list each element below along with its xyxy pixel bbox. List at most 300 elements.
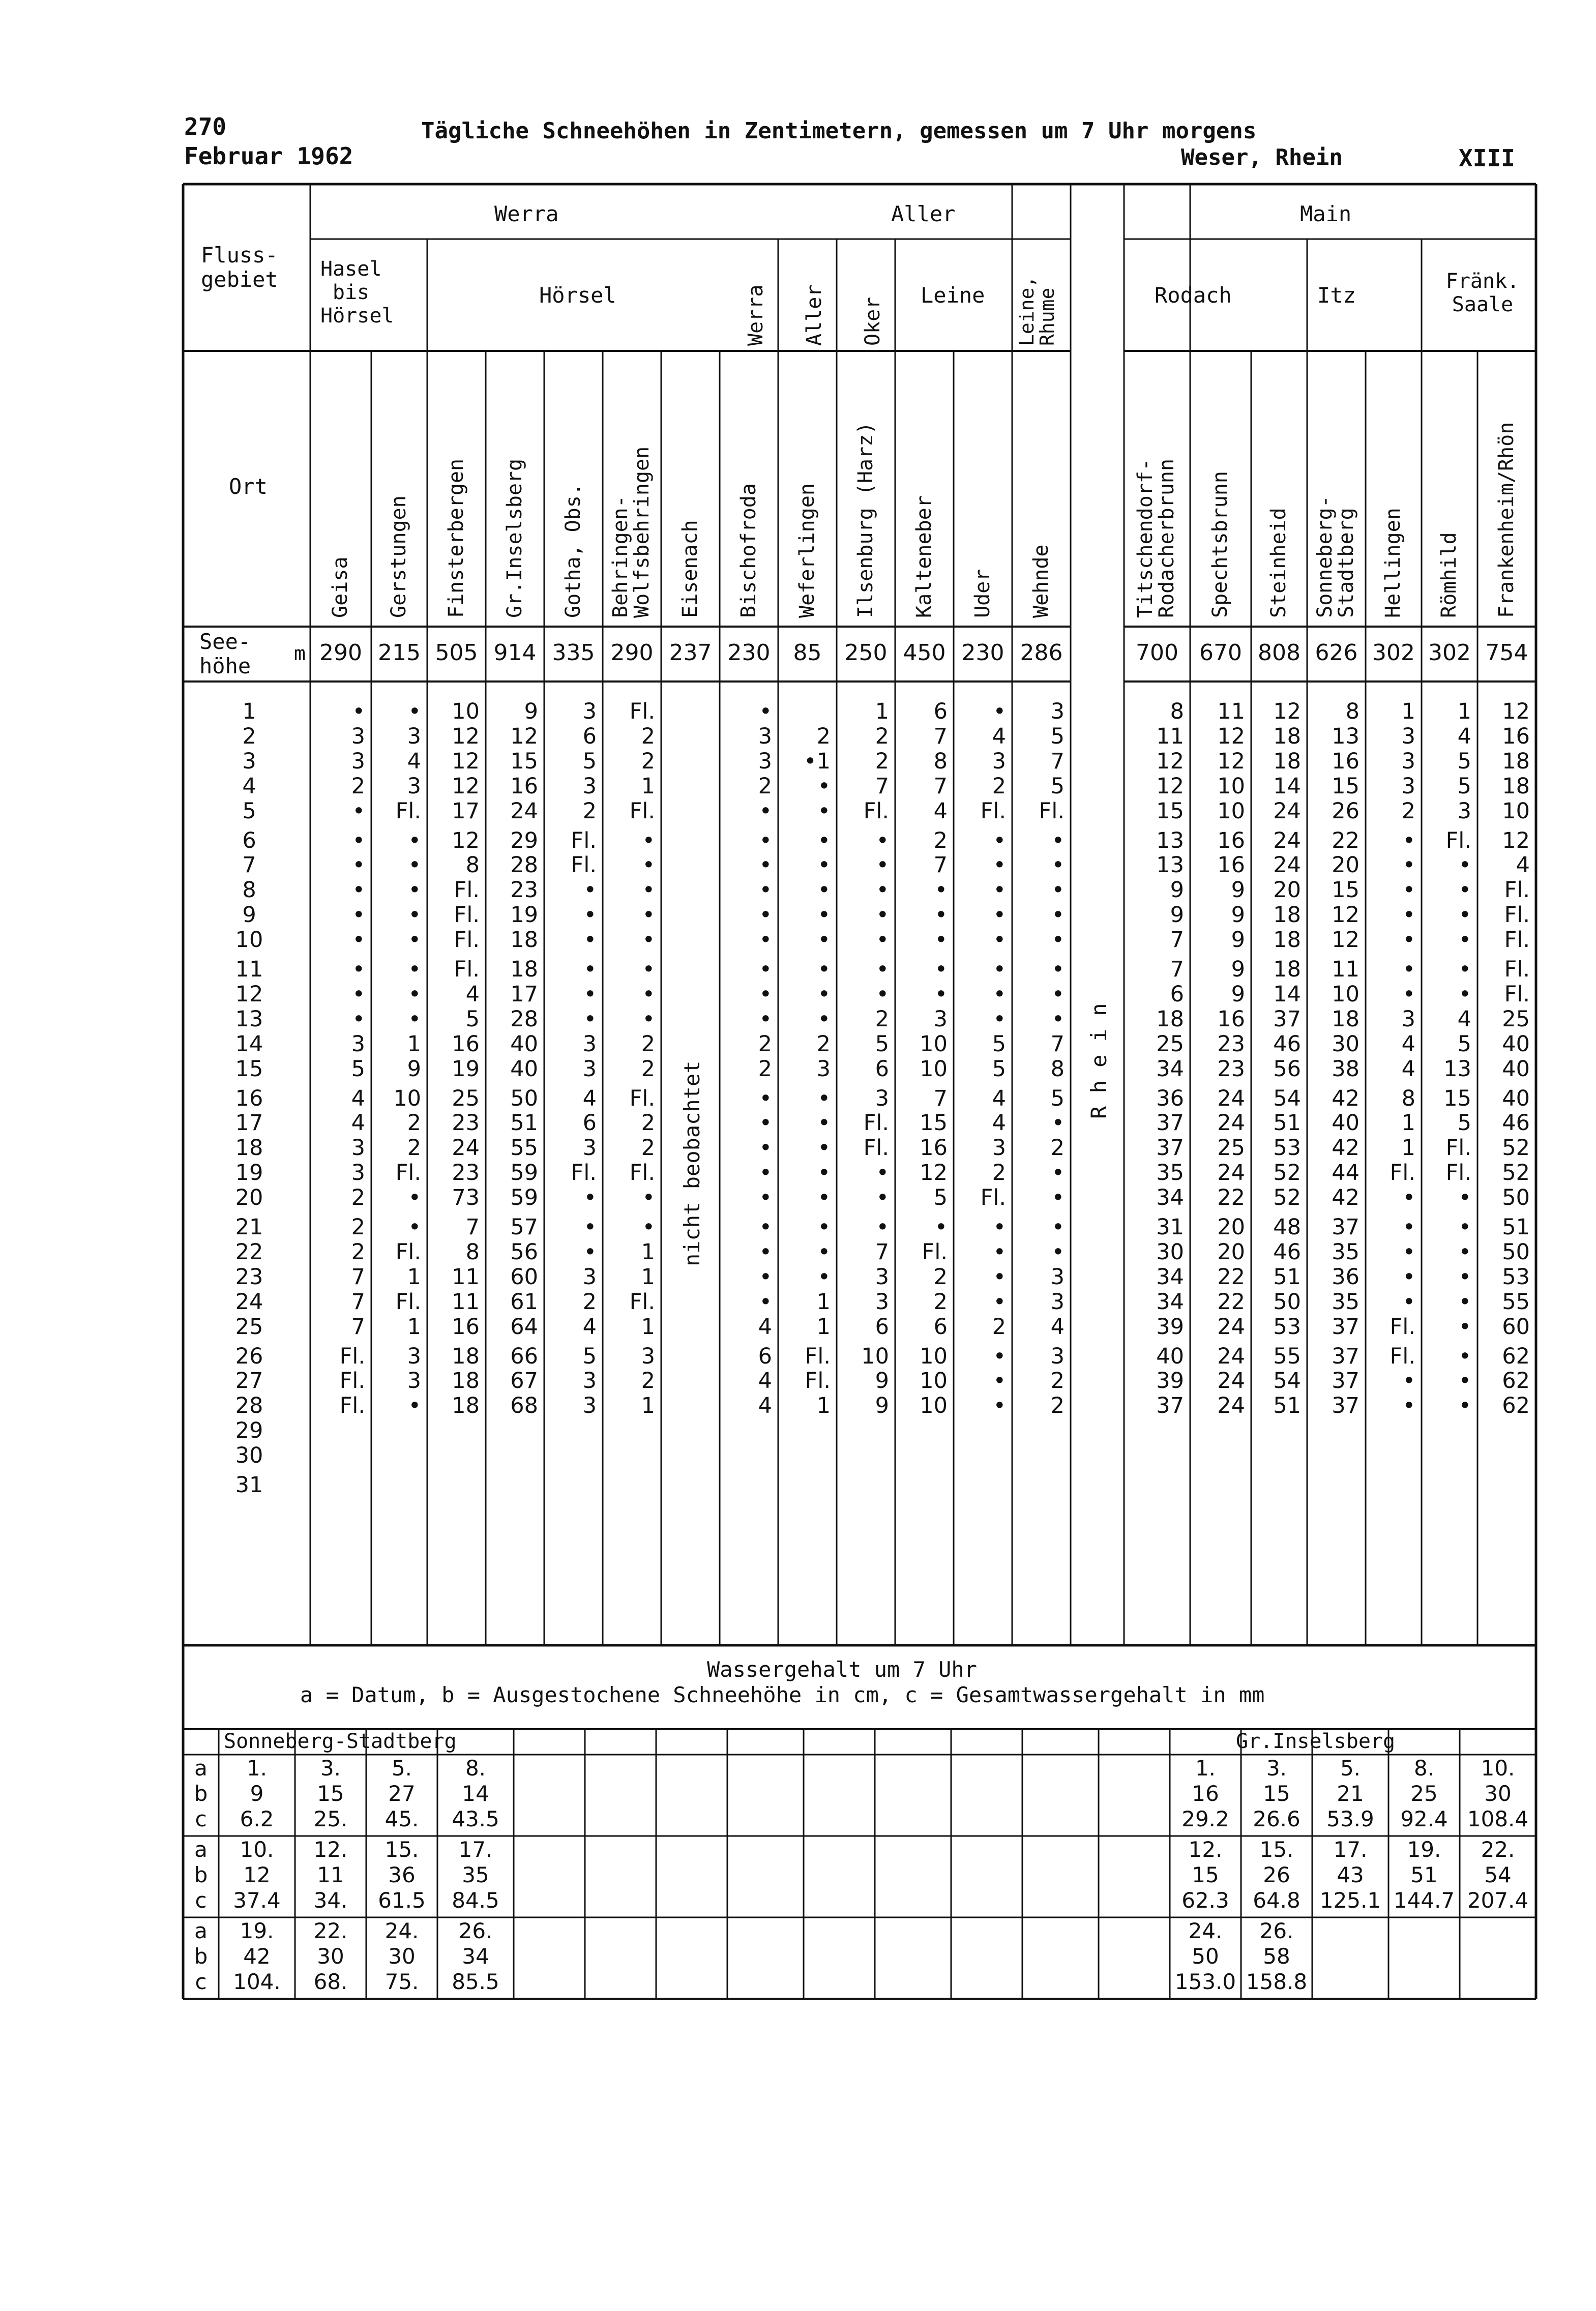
cell: 25 (1156, 1031, 1184, 1057)
day-19: 19 (235, 1160, 263, 1186)
day-15: 15 (235, 1056, 263, 1082)
cell: 7 (465, 1214, 480, 1240)
right-value: 25 (1410, 1781, 1438, 1806)
cell: 12 (1217, 748, 1245, 774)
cell: • (1458, 1214, 1471, 1240)
cell: • (876, 981, 889, 1007)
cell: 40 (510, 1031, 538, 1057)
cell: 3 (1050, 1289, 1065, 1315)
cell: 3 (582, 1393, 597, 1419)
cell: Fl. (863, 1110, 889, 1136)
cell: 3 (351, 748, 365, 774)
left-value: 17. (458, 1837, 493, 1862)
cell: • (993, 1289, 1006, 1315)
elevation-2: 505 (435, 640, 478, 666)
cell: • (1402, 927, 1415, 953)
left-value: 35 (462, 1862, 489, 1887)
elevation-11: 230 (961, 640, 1004, 666)
cell: 46 (1273, 1239, 1301, 1265)
cell: 2 (1401, 798, 1415, 824)
cell: • (642, 877, 655, 903)
cell: 8 (465, 852, 480, 878)
cell: 18 (452, 1368, 480, 1394)
cell: • (817, 957, 831, 982)
cell: 18 (1273, 748, 1301, 774)
cell: 10 (920, 1031, 948, 1057)
cell: • (759, 1135, 772, 1161)
cell: 38 (1332, 1056, 1359, 1082)
cell: 42 (1332, 1185, 1359, 1211)
cell: 66 (510, 1343, 538, 1369)
cell: 16 (1217, 1006, 1245, 1032)
cell: 24 (1273, 852, 1301, 878)
left-value: 68. (313, 1969, 348, 1994)
cell: 16 (452, 1314, 480, 1340)
cell: 2 (407, 1135, 421, 1161)
cell: 7 (875, 1239, 889, 1265)
elevation-5: 290 (610, 640, 654, 666)
cell: • (1402, 957, 1415, 982)
cell: • (993, 957, 1006, 982)
cell: 2 (875, 723, 889, 749)
cell: 3 (1401, 723, 1415, 749)
cell: 20 (1273, 877, 1301, 903)
day-11: 11 (235, 957, 263, 982)
cell: • (408, 1185, 421, 1211)
elevation-3: 914 (493, 640, 537, 666)
cell: • (817, 1135, 831, 1161)
cell: 18 (510, 927, 538, 953)
elevation-15: 808 (1258, 640, 1301, 666)
cell: • (817, 1110, 831, 1136)
cell: Fl. (1504, 927, 1530, 953)
cell: 2 (992, 773, 1006, 799)
cell: • (352, 798, 365, 824)
cell: 55 (1273, 1343, 1301, 1369)
left-value: 15 (317, 1781, 344, 1806)
cell: 15 (1443, 1085, 1471, 1111)
cell: 24 (1217, 1343, 1245, 1369)
row-label-a: a (194, 1837, 208, 1862)
cell: 3 (351, 1160, 365, 1186)
cell: 7 (351, 1289, 365, 1315)
station-16: Sonneberg- Stadtberg (1313, 495, 1358, 618)
cell: 73 (452, 1185, 480, 1211)
cell: • (1458, 1314, 1471, 1340)
cell: 18 (1332, 1006, 1359, 1032)
left-value: 36 (388, 1862, 416, 1887)
cell: Fl. (629, 699, 655, 724)
station-2: Finsterbergen (444, 458, 468, 618)
left-value: 25. (313, 1806, 348, 1831)
day-10: 10 (235, 927, 263, 953)
page-number: 270 (184, 113, 227, 140)
cell: 10 (920, 1056, 948, 1082)
header-ort: Ort (229, 474, 268, 499)
cell: 28 (510, 1006, 538, 1032)
cell: 55 (510, 1135, 538, 1161)
cell: 4 (351, 1110, 365, 1136)
station-17: Hellingen (1381, 508, 1405, 618)
cell: 24 (1217, 1160, 1245, 1186)
cell: 24 (1217, 1110, 1245, 1136)
cell: 7 (933, 1085, 948, 1111)
cell: 59 (510, 1185, 538, 1211)
cell: Fl. (395, 798, 421, 824)
cell: 6 (933, 699, 948, 724)
cell: 16 (1332, 748, 1359, 774)
elevation-10: 450 (903, 640, 946, 666)
cell: 6 (875, 1314, 889, 1340)
cell: Fl. (1504, 902, 1530, 928)
cell: • (352, 699, 365, 724)
cell: 18 (1273, 723, 1301, 749)
cell: 1 (875, 699, 889, 724)
cell: • (583, 1006, 597, 1032)
cell: Fl. (805, 1343, 831, 1369)
cell: 3 (582, 1135, 597, 1161)
cell: 12 (1332, 927, 1359, 953)
cell: 12 (1273, 699, 1301, 724)
left-value: 75. (385, 1969, 419, 1994)
cell: 24 (452, 1135, 480, 1161)
right-value: 5. (1340, 1756, 1361, 1781)
cell: • (1051, 1006, 1065, 1032)
cell: 52 (1273, 1185, 1301, 1211)
cell: 4 (1457, 1006, 1471, 1032)
cell: 5 (1050, 773, 1065, 799)
cell: 2 (641, 1135, 655, 1161)
cell: 4 (992, 1110, 1006, 1136)
station-3: Gr.Inselsberg (503, 458, 526, 618)
cell: 2 (992, 1314, 1006, 1340)
cell: • (1458, 1393, 1471, 1419)
cell: 3 (641, 1343, 655, 1369)
cell: 2 (351, 773, 365, 799)
cell: 3 (407, 1343, 421, 1369)
cell: 53 (1273, 1314, 1301, 1340)
cell: 9 (1170, 902, 1184, 928)
cell: 50 (510, 1085, 538, 1111)
cell: • (1051, 1110, 1065, 1136)
cell: Fl. (980, 1185, 1006, 1211)
cell: • (817, 877, 831, 903)
cell: • (817, 902, 831, 928)
cell: • (993, 827, 1006, 853)
cell: • (642, 981, 655, 1007)
cell: Fl. (1504, 877, 1530, 903)
cell: • (1402, 902, 1415, 928)
cell: 37 (1332, 1314, 1359, 1340)
cell: 3 (407, 723, 421, 749)
cell: • (1051, 1160, 1065, 1186)
left-station: Sonneberg-Stadtberg (224, 1730, 457, 1753)
right-value: 108.4 (1467, 1806, 1529, 1831)
station-8: Weferlingen (795, 483, 819, 618)
cell: 7 (875, 773, 889, 799)
cell: • (352, 1006, 365, 1032)
cell: 1 (1401, 1110, 1415, 1136)
cell: • (408, 1393, 421, 1419)
day-24: 24 (235, 1289, 263, 1315)
cell: 13 (1156, 852, 1184, 878)
cell: • (583, 927, 597, 953)
rhein-label: R h e i n (1086, 1003, 1111, 1119)
cell: 35 (1332, 1289, 1359, 1315)
day-23: 23 (235, 1264, 263, 1290)
cell: • (1458, 1185, 1471, 1211)
cell: • (1051, 957, 1065, 982)
left-value: 34. (313, 1888, 348, 1913)
day-7: 7 (242, 852, 256, 878)
cell: 2 (992, 1160, 1006, 1186)
cell: 46 (1502, 1110, 1530, 1136)
left-value: 10. (240, 1837, 274, 1862)
cell: Fl. (805, 1368, 831, 1394)
cell: 3 (875, 1264, 889, 1290)
cell: 30 (1332, 1031, 1359, 1057)
cell: • (583, 957, 597, 982)
cell: • (876, 927, 889, 953)
cell: 9 (524, 699, 538, 724)
cell: • (993, 902, 1006, 928)
elevation-7: 230 (727, 640, 771, 666)
group-main: Main (1300, 201, 1352, 226)
water-title: Wassergehalt um 7 Uhr (707, 1657, 978, 1682)
left-value: 9 (250, 1781, 264, 1806)
cell: • (642, 957, 655, 982)
cell: 53 (1273, 1135, 1301, 1161)
cell: 36 (1156, 1085, 1184, 1111)
cell: 4 (992, 723, 1006, 749)
cell: 3 (351, 1031, 365, 1057)
cell: 16 (1217, 852, 1245, 878)
left-value: 84.5 (452, 1888, 499, 1913)
cell: 6 (758, 1343, 772, 1369)
cell: 68 (510, 1393, 538, 1419)
cell: 6 (1170, 981, 1184, 1007)
cell: 59 (510, 1160, 538, 1186)
subgroup-aller-rot: Aller (803, 284, 826, 346)
header-seehoehe-unit: m (294, 642, 306, 665)
cell: • (1051, 1239, 1065, 1265)
cell: 18 (452, 1343, 480, 1369)
cell: • (352, 852, 365, 878)
cell: 2 (758, 773, 772, 799)
right-value: 30 (1484, 1781, 1512, 1806)
elevation-0: 290 (319, 640, 362, 666)
cell: 39 (1156, 1314, 1184, 1340)
left-value: 27 (388, 1781, 416, 1806)
left-value: 1. (246, 1756, 268, 1781)
cell: 18 (452, 1393, 480, 1419)
left-value: 12 (243, 1862, 271, 1887)
cell: 2 (758, 1031, 772, 1057)
cell: 23 (510, 877, 538, 903)
cell: 62 (1502, 1393, 1530, 1419)
elevation-9: 250 (844, 640, 888, 666)
day-18: 18 (235, 1135, 263, 1161)
cell: 12 (452, 748, 480, 774)
cell: 2 (407, 1110, 421, 1136)
cell: 51 (1502, 1214, 1530, 1240)
cell: • (817, 1160, 831, 1186)
cell: 18 (1273, 957, 1301, 982)
cell: 3 (933, 1006, 948, 1032)
cell: Fl. (863, 798, 889, 824)
cell: • (876, 1214, 889, 1240)
cell: • (642, 827, 655, 853)
cell: 37 (1332, 1393, 1359, 1419)
cell: • (993, 981, 1006, 1007)
cell: 3 (992, 748, 1006, 774)
right-value: 29.2 (1181, 1806, 1229, 1831)
volume-number: XIII (1459, 144, 1515, 172)
cell: • (759, 827, 772, 853)
cell: Fl. (863, 1135, 889, 1161)
cell: • (993, 699, 1006, 724)
cell: 2 (1050, 1393, 1065, 1419)
cell: 3 (1050, 699, 1065, 724)
cell: • (759, 1110, 772, 1136)
cell: 3 (992, 1135, 1006, 1161)
cell: 6 (875, 1056, 889, 1082)
cell: • (934, 902, 948, 928)
cell: 2 (758, 1056, 772, 1082)
cell: 19 (510, 902, 538, 928)
day-17: 17 (235, 1110, 263, 1136)
cell: Fl. (1039, 798, 1065, 824)
left-value: 30 (388, 1944, 416, 1969)
cell: 12 (1156, 773, 1184, 799)
cell: Fl. (571, 1160, 597, 1186)
cell: • (934, 957, 948, 982)
cell: • (583, 1185, 597, 1211)
cell: 61 (510, 1289, 538, 1315)
elevation-19: 754 (1485, 640, 1528, 666)
day-4: 4 (242, 773, 256, 799)
cell: 18 (510, 957, 538, 982)
row-label-c: c (195, 1969, 207, 1994)
elevation-12: 286 (1020, 640, 1063, 666)
cell: 16 (1502, 723, 1530, 749)
cell: 4 (758, 1393, 772, 1419)
elevation-17: 302 (1372, 640, 1415, 666)
cell: 37 (1332, 1343, 1359, 1369)
cell: • (1402, 1289, 1415, 1315)
cell: • (817, 1264, 831, 1290)
day-14: 14 (235, 1031, 263, 1057)
cell: 2 (933, 1264, 948, 1290)
cell: 11 (452, 1264, 480, 1290)
cell: 5 (933, 1185, 948, 1211)
cell: 37 (1332, 1368, 1359, 1394)
cell: • (642, 927, 655, 953)
left-value: 5. (391, 1756, 412, 1781)
station-5: Behringen- Wolfsbehringen (608, 446, 654, 618)
cell: Fl. (395, 1289, 421, 1315)
subgroup-hoersel: Hörsel (539, 283, 616, 308)
cell: 24 (1217, 1314, 1245, 1340)
right-value: 15 (1263, 1781, 1290, 1806)
cell: • (1051, 981, 1065, 1007)
cell: 1 (641, 1239, 655, 1265)
cell: 12 (452, 723, 480, 749)
cell: 11 (452, 1289, 480, 1315)
cell: 52 (1273, 1160, 1301, 1186)
day-3: 3 (242, 748, 256, 774)
cell: • (352, 827, 365, 853)
cell: • (408, 902, 421, 928)
cell: • (759, 1160, 772, 1186)
cell: • (1458, 957, 1471, 982)
cell: • (1051, 877, 1065, 903)
row-label-c: c (195, 1888, 207, 1913)
cell: 18 (1502, 773, 1530, 799)
cell: 50 (1502, 1185, 1530, 1211)
left-value: 22. (313, 1918, 348, 1943)
cell: • (876, 852, 889, 878)
cell: • (934, 1214, 948, 1240)
right-value: 26.6 (1253, 1806, 1301, 1831)
cell: 1 (816, 1393, 831, 1419)
cell: 62 (1502, 1368, 1530, 1394)
cell: • (934, 981, 948, 1007)
station-18: Römhild (1437, 532, 1461, 618)
cell: 51 (1273, 1393, 1301, 1419)
cell: 5 (1050, 1085, 1065, 1111)
cell: • (1458, 1289, 1471, 1315)
elevation-14: 670 (1199, 640, 1242, 666)
group-aller: Aller (891, 201, 956, 226)
cell: • (759, 877, 772, 903)
cell: • (583, 981, 597, 1007)
cell: 31 (1156, 1214, 1184, 1240)
header-flussgebiet: Fluss- gebiet (201, 243, 278, 292)
cell: • (817, 1239, 831, 1265)
left-value: 43.5 (452, 1806, 499, 1831)
cell: • (408, 877, 421, 903)
cell: 2 (875, 1006, 889, 1032)
cell: 3 (1457, 798, 1471, 824)
station-11: Uder (970, 569, 994, 618)
elevation-6: 237 (669, 640, 712, 666)
cell: 10 (861, 1343, 889, 1369)
cell: 48 (1273, 1214, 1301, 1240)
cell: Fl. (1445, 827, 1471, 853)
day-27: 27 (235, 1368, 263, 1394)
cell: Fl. (395, 1160, 421, 1186)
cell: 24 (1217, 1368, 1245, 1394)
cell: 3 (875, 1085, 889, 1111)
right-value: 16 (1192, 1781, 1219, 1806)
cell: 10 (1217, 773, 1245, 799)
cell: 15 (920, 1110, 948, 1136)
cell: 3 (582, 1368, 597, 1394)
cell: 3 (351, 1135, 365, 1161)
cell: 14 (1273, 773, 1301, 799)
row-label-b: b (194, 1944, 208, 1969)
cell: 2 (641, 748, 655, 774)
cell: 55 (1502, 1289, 1530, 1315)
station-0: Geisa (329, 556, 352, 618)
row-label-a: a (194, 1756, 208, 1781)
cell: 12 (510, 723, 538, 749)
cell: 7 (933, 723, 948, 749)
cell: • (759, 1239, 772, 1265)
cell: 2 (816, 1031, 831, 1057)
cell: • (759, 927, 772, 953)
